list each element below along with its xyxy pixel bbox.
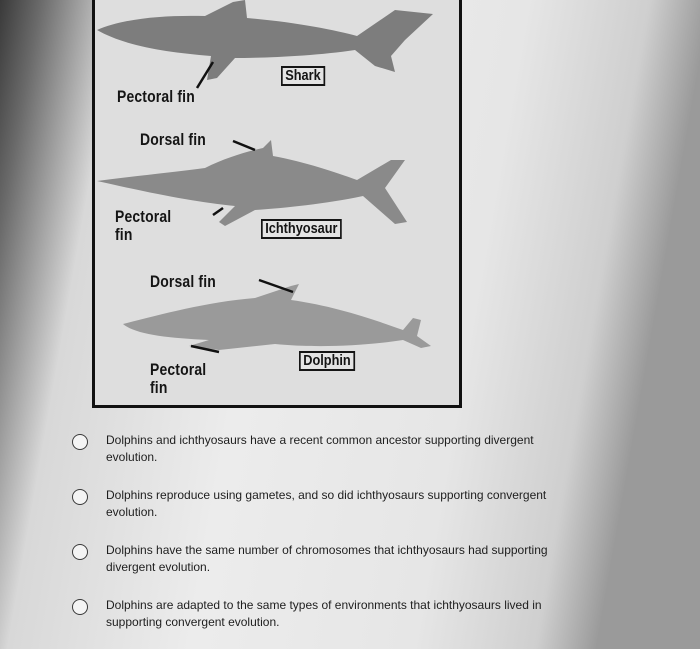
option-text: [106, 597, 646, 631]
option-text-line: evolution.: [106, 505, 158, 519]
radio-button[interactable]: [72, 544, 88, 560]
radio-button[interactable]: [72, 434, 88, 450]
radio-button[interactable]: [72, 489, 88, 505]
dolphin-pectoral-label: Pectoral: [150, 360, 207, 379]
option-text-line: evolution.: [106, 450, 158, 464]
answer-option[interactable]: [68, 542, 668, 588]
option-text-line: Dolphins have the same number of chromosomes that ichthyosaurs had supporting: [106, 543, 548, 557]
option-text-line: divergent evolution.: [106, 560, 211, 574]
answer-option[interactable]: [68, 487, 668, 533]
option-text: [106, 542, 646, 576]
option-text: [106, 487, 646, 521]
answer-option[interactable]: [68, 597, 668, 643]
dolphin-fin-label: fin: [150, 378, 168, 397]
ichthyosaur-fin-label: fin: [115, 225, 133, 244]
option-text: [106, 432, 646, 466]
answer-option[interactable]: [68, 432, 668, 478]
ichthyosaur-pectoral-label: Pectoral: [115, 207, 172, 226]
option-text-line: supporting convergent evolution.: [106, 615, 280, 629]
option-text-line: Dolphins reproduce using gametes, and so did ichthyosaurs supporting convergent: [106, 488, 547, 502]
option-text-line: Dolphins and ichthyosaurs have a recent common ancestor supporting divergent: [106, 433, 534, 447]
shark-pectoral-fin-label: Pectoral fin: [117, 87, 195, 106]
dolphin-name-label: Dolphin: [299, 351, 355, 371]
option-text-line: Dolphins are adapted to the same types of environments that ichthyosaurs lived in: [106, 598, 542, 612]
radio-button[interactable]: [72, 599, 88, 615]
ichthyosaur-name-label: Ichthyosaur: [261, 219, 342, 239]
dolphin-dorsal-fin-label: Dorsal fin: [150, 272, 216, 291]
ichthyosaur-dorsal-fin-label: Dorsal fin: [140, 130, 206, 149]
shark-name-label: Shark: [281, 66, 325, 86]
